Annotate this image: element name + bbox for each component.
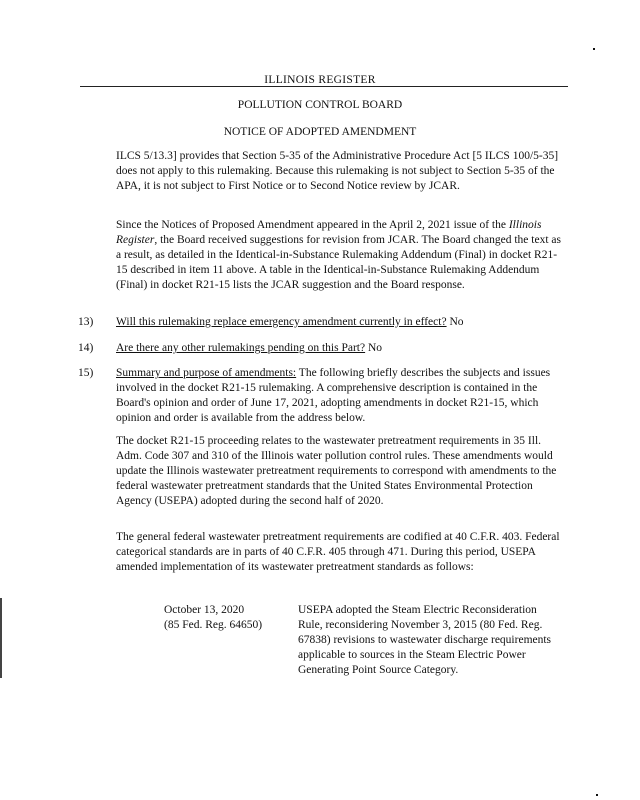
item-14 [116, 341, 568, 356]
header-rule [80, 86, 568, 87]
item-15 [116, 366, 568, 426]
item-13-answer: No [446, 316, 464, 328]
item-13-question: Will this rulemaking replace emergency amendment currently in effect? [116, 316, 447, 328]
item-13 [116, 315, 568, 330]
register-title: ILLINOIS REGISTER [264, 74, 376, 86]
intro-paragraph [116, 149, 568, 194]
summary-text-1: The docket R21-15 proceeding relates to the wastewater pretreatment requirements in 35 Ill. Adm. Code 307 and 310 of the Illinois water pollution control rules. These amendments would update the Illinois wastewater pretreatment requirements to correspond with amendments to the federal wastewater pretreatment standards that the United States Environmental Protection Agency (USEPA) adopted during the second half of 2020. [116, 435, 557, 507]
amendment-description: USEPA adopted the Steam Electric Reconsideration Rule, reconsidering November 3, 2015 (80 Fed. Reg. 67838) revisions to wastewater discharge requirements applicable to sources in the Steam Electric Power Generating Point Source Category. [298, 604, 552, 676]
jcar-paragraph [116, 218, 568, 293]
intro-text: ILCS 5/13.3] provides that Section 5-35 of the Administrative Procedure Act [5 ILCS 100/5-35] does not apply to this rulemaking. Because this rulemaking is not subject to Section 5-35 of the APA, it is not subject to First Notice or to Second Notice review by JCAR. [116, 150, 559, 192]
amendment-date: October 13, 2020 [164, 604, 245, 616]
item-15-number: 15) [78, 367, 94, 379]
scan-speck-bottom [596, 794, 598, 796]
notice-type: NOTICE OF ADOPTED AMENDMENT [223, 126, 417, 138]
scan-speck [593, 48, 595, 50]
summary-paragraph-1 [116, 434, 568, 509]
item-14-question: Are there any other rulemakings pending on this Part? [116, 342, 366, 354]
summary-paragraph-2 [116, 530, 568, 575]
scan-margin-mark [0, 598, 2, 678]
item-14-number: 14) [78, 342, 94, 354]
jcar-text [116, 218, 568, 293]
register-italic: Illinois Register [116, 219, 542, 246]
jcar-text-after: , the Board received suggestions for revision from JCAR. The Board changed the text as a result, as detailed in the Identical-in-Substance Rulemaking Addendum (Final) in docket R21-15 described in item 11 above. A table in the Identical-in-Substance Rulemaking Addendum (Final) in docket R21-15 lists the JCAR suggestion and the Board response. [116, 234, 561, 291]
amendment-citation: (85 Fed. Reg. 64650) [164, 619, 263, 631]
item-15-question: Summary and purpose of amendments: [116, 367, 297, 379]
item-15-answer: The following briefly describes the subjects and issues involved in the docket R21-15 rulemaking. A comprehensive description is contained in the Board's opinion and order of June 17, 2021, adopting amendments in docket R21-15, which opinion and order is available from the address below. [116, 367, 551, 424]
item-13-number: 13) [78, 316, 94, 328]
agency-name: POLLUTION CONTROL BOARD [237, 99, 403, 111]
summary-text-2: The general federal wastewater pretreatment requirements are codified at 40 C.F.R. 403. Federal categorical standards are in parts of 40 C.F.R. 405 through 471. During this period, USEPA amended implementation of its wastewater pretreatment standards as follows: [116, 531, 560, 573]
item-14-answer: No [365, 342, 383, 354]
jcar-text-before: Since the Notices of Proposed Amendment appeared in the April 2, 2021 issue of the [116, 219, 509, 231]
